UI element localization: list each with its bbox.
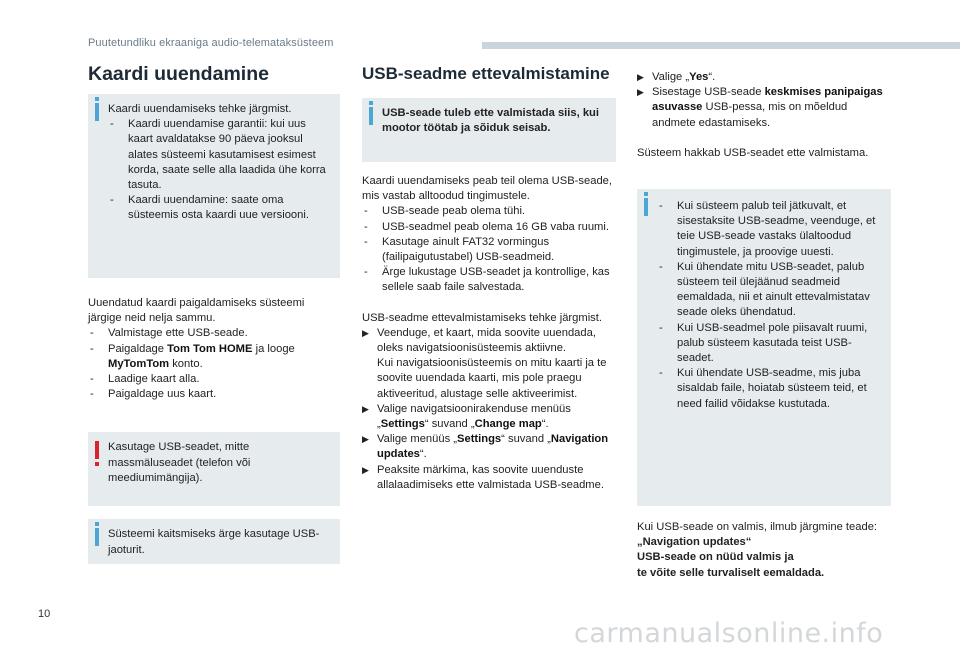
arrow-icon: ▶ (362, 327, 369, 338)
column-map-update (88, 62, 340, 564)
ready-message (637, 550, 891, 565)
issue-item: - Kui ühendate mitu USB-seadet, palub süsteem teil ülejäänud seadmeid eemaldada, nii et ainult ettevalmistatav seade oleks ühendatud. (659, 260, 870, 319)
prep-bold: Navigation updates (377, 433, 609, 461)
prep-step (362, 463, 616, 493)
prep-text: Kui navigatsioonisüsteemis on mitu kaarti ja te soovite uuendada kaarti, mis pole praegu aktiveeritud, alustage selle aktiveerimist. (377, 357, 607, 400)
step-item: - Paigaldage uus kaart. (90, 388, 217, 401)
section-heading-usb-prep: USB-seadme ettevalmistamine (362, 64, 610, 83)
ready-line: USB-seade on nüüd valmis ja (637, 551, 794, 564)
prep-bold: Change map (474, 418, 542, 431)
ready-line: te võite selle turvaliselt eemaldada. (637, 566, 825, 579)
requirement-text: Kasutage ainult FAT32 vormingus (failipaigutustabel) USB-seadmeid. (382, 235, 555, 264)
finish-text: “. (708, 71, 716, 83)
step-bold: Tom Tom HOME (167, 342, 253, 355)
warning-text: Kasutage USB-seadet, mitte massmäluseadet (telefon või meediumimängija). (108, 441, 251, 484)
prep-bold: Settings (380, 418, 425, 431)
arrow-icon: ▶ (362, 403, 369, 414)
step-text: Valmistage ette USB-seade. (108, 327, 248, 340)
finish-bold: keskmises panipaigas asuvasse (652, 86, 883, 114)
info-text: USB-seade tuleb ette valmistada siis, kui mootor töötab ja sõiduk seisab. (382, 107, 599, 135)
prep-text: Valige menüüs „ (377, 433, 458, 446)
prep-text: Veenduge, et kaart, mida soovite uuendada, oleks navigatsioonisüsteemis aktiivne. (377, 326, 596, 355)
prep-bold: Settings (457, 433, 502, 446)
requirements-intro: Kaardi uuendamiseks peab teil olema USB-seade, mis vastab alltoodud tingimustele. (362, 175, 612, 203)
issue-item: - Kui ühendate USB-seadme, mis juba sisaldab faile, hoiatab süsteem teid, et need failid võidakse kustutada. (659, 367, 867, 410)
requirement-text: Ärge lukustage USB-seadet ja kontrollige, kas sellele saab faile salvestada. (382, 266, 610, 294)
requirement-text: USB-seade peab olema tühi. (382, 205, 526, 218)
prep-text: “ suvand „ (501, 433, 551, 446)
prep-step (362, 402, 616, 432)
column-usb-prep (362, 62, 616, 493)
finish-text: USB-pessa, mis on mõeldud andmete edastamiseks. (652, 101, 848, 129)
prep-step (362, 326, 616, 356)
issue-text: Kui USB-seadmel pole piisavalt ruumi, palub süsteem kasutada teist USB-seadet. (677, 321, 868, 365)
step-text: ja looge (252, 342, 295, 355)
system-note: Süsteem hakkab USB-seadet ette valmistama. (637, 146, 869, 159)
ready-intro: Kui USB-seade on valmis, ilmub järgmine teade: (637, 521, 878, 534)
info-icon (369, 107, 373, 125)
issue-item: - Kui USB-seadmel pole piisavalt ruumi, palub süsteem kasutada teist USB-seadet. (659, 321, 868, 365)
info-box-usb-issues (637, 189, 891, 506)
step-item: - Valmistage ette USB-seade. (90, 327, 248, 340)
step-bold: MyTomTom (108, 357, 170, 370)
info-box-map-update (88, 94, 340, 278)
step-text: Paigaldage (108, 342, 168, 355)
requirement-item: - USB-seadmel peab olema 16 GB vaba ruumi. (364, 220, 609, 233)
watermark: carmanualsonline.info (574, 618, 884, 649)
requirement-text: USB-seadmel peab olema 16 GB vaba ruumi. (382, 220, 609, 233)
header-bar (482, 42, 960, 49)
prep-text: “. (419, 448, 427, 461)
prep-note (362, 356, 616, 402)
ready-message (637, 566, 891, 581)
arrow-icon: ▶ (362, 464, 369, 475)
warning-box (88, 432, 340, 506)
info-box-hub (88, 519, 340, 564)
list-item: - Kaardi uuendamise garantii: kui uus kaart avaldatakse 90 päeva jooksul alates süsteemi kasutamisest esimest korda, saate selle alla laadida ühe korra tasuta. (110, 118, 326, 192)
requirement-item: - USB-seade peab olema tühi. (364, 205, 526, 218)
issue-text: Kui ühendate USB-seadme, mis juba sisaldab faile, hoiatab süsteem teid, et need failid võidakse kustutada. (677, 367, 867, 410)
finish-text: Sisestage USB-seade (652, 86, 765, 99)
step-text: Laadige kaart alla. (108, 373, 200, 386)
prep-text: “. (541, 418, 549, 431)
page-number: 10 (38, 608, 51, 620)
prep-intro: USB-seadme ettevalmistamiseks tehke järgmist. (362, 311, 602, 324)
finish-bold: Yes (689, 71, 709, 83)
info-text: Süsteemi kaitsmiseks ärge kasutage USB-jaoturit. (108, 528, 320, 556)
ready-line: „Navigation updates“ (637, 536, 752, 549)
prep-text: Valige navigatsioonirakenduse menüüs „ (377, 402, 571, 431)
info-icon (95, 103, 99, 121)
step-item: - Laadige kaart alla. (90, 373, 200, 386)
info-icon (644, 198, 648, 216)
step-text: Paigaldage uus kaart. (108, 388, 217, 401)
arrow-icon: ▶ (637, 72, 644, 82)
prep-text: Peaksite märkima, kas soovite uuenduste allalaadimiseks ette valmistada USB-seadme. (377, 463, 604, 491)
requirement-item: - Kasutage ainult FAT32 vormingus (failipaigutustabel) USB-seadmeid. (364, 235, 555, 264)
finish-text: Valige „ (652, 71, 690, 83)
finish-step (637, 70, 891, 85)
issue-text: Kui süsteem palub teil jätkuvalt, et sisestaksite USB-seadme, veenduge, et teie USB-seade vastaks ülaltoodud tingimustele, ja proovige uuesti. (677, 200, 876, 258)
column-usb-finish (637, 70, 891, 581)
info-intro: Kaardi uuendamiseks tehke järgmist. (108, 103, 292, 115)
finish-step (637, 85, 891, 131)
info-icon (95, 528, 99, 546)
info-box-usb (362, 98, 616, 162)
prep-step (362, 432, 616, 462)
list-item-text: Kaardi uuendamise garantii: kui uus kaart avaldatakse 90 päeva jooksul alates süsteemi kasutamisest esimest korda, saate selle alla laadida ühe korra tasuta. (128, 118, 326, 192)
arrow-icon: ▶ (637, 87, 644, 98)
issue-item: - Kui süsteem palub teil jätkuvalt, et sisestaksite USB-seadme, veenduge, et teie USB-seade vastaks ülaltoodud tingimustele, ja proovige uuesti. (659, 200, 876, 258)
requirement-item: - Ärge lukustage USB-seadet ja kontrollige, kas sellele saab faile salvestada. (364, 266, 610, 294)
section-heading-map-update: Kaardi uuendamine (88, 63, 269, 85)
running-header: Puutetundliku ekraaniga audio-telemataksüsteem (88, 37, 334, 49)
step-item: - Paigaldage Tom Tom HOME ja looge MyTomTom konto. (90, 342, 295, 370)
steps-intro: Uuendatud kaardi paigaldamiseks süsteemi järgige neid nelja sammu. (88, 297, 305, 325)
arrow-icon: ▶ (362, 434, 369, 445)
warning-icon (95, 441, 99, 459)
prep-text: “ suvand „ (424, 418, 475, 431)
step-text: konto. (169, 357, 203, 370)
list-item: - Kaardi uuendamine: saate oma süsteemis osta kaardi uue versiooni. (110, 194, 309, 222)
issue-text: Kui ühendate mitu USB-seadet, palub süsteem teil ülejäänud seadmeid eemaldada, nii et ainult ettevalmistatav seade oleks ühendatud. (677, 260, 870, 319)
ready-message (637, 535, 891, 550)
list-item-text: Kaardi uuendamine: saate oma süsteemis osta kaardi uue versiooni. (128, 194, 309, 222)
